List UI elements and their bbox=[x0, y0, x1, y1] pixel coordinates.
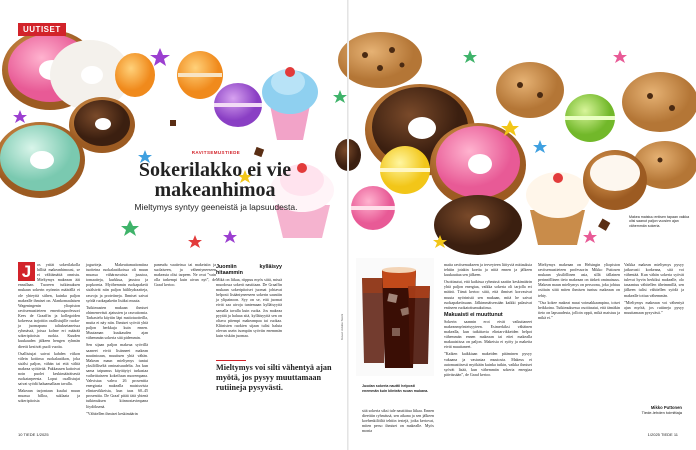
pink-macaron-right bbox=[351, 186, 395, 230]
text-column-5: maita ravitsemukseen ja terveyteen liittyviä mittauksia tehtiin jotakin koetta ja niitä ennen ja jälkeen kuukauttaa sen jälkeen. Osoittautui, että kaikissa ryhmissä saatiin keskimäärin yhtä paljon energiaa, vaikka sokeria oli tarjolla eri määrä. Tämä kertoo siitä, että ihmiset korvasivat muuta nyörinistä sen mukaan, mitä he saivat ruokapaketissaan. Jälkimmäisessään kaikki palasivat entiseen ruokatottumuksiinsa. Makuaisti ei muuttunut Sokerin saannin erot eivät vaikuttaneet makeanmyönteisyyteen. Esimerkiksi vähäinen makealla, kun tutkittavia elintarvikkeiden helpot vähemmän ennen makeaan tai ettei makealla makuaistissa on paljon. Makeisia ei syöty ja makeita eivät muuttaneet. ”Kaiken kaikkiaan makeiden pitäminen pysyy vakaana ja vastustaa muutosta. Makeus ei automaattisesti myökään kuinka tutkin, vaikka ihmiset syövät lisää, kun vähemmän sokeria energiaa päivässään”, de Graaf kertoo. bbox=[444, 262, 532, 377]
text-column-6: Mieltymys makeaan on Helsingin yliopiston ravitsemustieteen professorin Mikko Puttosen mukaan yksilöllinen asia, sillä tällainen perinnöllinen tieto makeaan on tärkeä ominaisuus. Makean maun mieltymys on persoona, joka johtuu osittain siitä miten ihmisen tuntuu makeaan on tehty. ”Osa kokee makeat maut voimakkaampina, toiset heikkoina. Tutkimuksessa osoittautui, että tämäkin tieto on lapsuudesta, jolloin oppii, mikä maistuu ja mikä ei.” bbox=[538, 262, 620, 320]
hero-caption: Makea maistuu entisen tapaan vaikka olisi saanut paljon vuosien ajan vähemmän sokeria. bbox=[629, 215, 690, 228]
author-role: Tiede-lehden toimittaja bbox=[641, 409, 682, 415]
section-tag: UUTISET bbox=[18, 23, 66, 36]
dark-donut-bottom bbox=[434, 195, 522, 255]
article-headline: Sokerilakko ei vie makeanhimoa bbox=[138, 159, 292, 201]
page-gutter bbox=[347, 0, 349, 450]
green-macaron bbox=[565, 94, 615, 142]
cookie-top bbox=[338, 32, 422, 88]
author-name: Mikko Puttonen bbox=[650, 405, 682, 410]
choco-donut bbox=[69, 97, 135, 153]
text-column-2: jogurtteja. Makeuttamattomiina tuotteina ruokalaatikoissa oli muun muassa vähärasvaista juustoa, tomaatteja, kurkkua, jaustoa ja popkornia. Myöhemmin ruokapaketit sisälsivät niin paljon hiilihydraatteja, rasvoja ja proteiineja. Ihmiset saivat syödä ruokapaketin lisäksi muuta. Tutkimusten mukaan ihmiset ohimenevästi ajatusten ja rasvattomia. Tarkastelu käytiin läpi maitotuotteilla, mutta ei näy niin. Ihmiset syövät yhtä paljon herkkuja kuin ennen. Muutaman kuukauden ajan vähemmän sokeria sitä pidemmin. Sen sijaan paljon makeaa syövillä saaneet eivät lisänneet makean nautintoaan, muuttuen yhtä vähän. Makean maun mieltymys tuntui yksilölliseltä ominaisuudelta. Jos kun sama taipumus käyttäytyi tarkastaa vaiheittaiseen kokeiluun nuorempana. Vahvistaa vahva 26 prosenttia energiasta makealla maistuvista elintarvikkeista, kun taas 60–45 prosenttia. De Graaf pitää tätä yhtenä tutkimuksen kiinnostavimpana löydöksenä. ”Vähitellen ihmiset keskimäärin bbox=[86, 262, 148, 416]
text-column-7: Vaikka makean mieltymys pysyy jatkuvasti korkeana, sitä voi vähentää. Kun vähän sokeria syövät tulevat hyvin herkiksi makealle, olo tasaantuu vähitellen tiheimmillä, sen jälkeen tulisi vähitellen syödä ja makealle tottua vähemmän. ”Mieltymys makeaan voi vähentyä ajan myötä, jos rutiineja pysyy muuttamaan pysyvästi.” bbox=[624, 262, 684, 315]
pullquote: Mieltymys voi silti vähentyä ajan myötä, jos pysyy muuttamaan rutiineja pysyvästi. bbox=[216, 363, 332, 392]
soda-glass-illustration bbox=[356, 258, 434, 376]
text-column-1: J os yrität sokerilakolla hillitä makeanhimoasi, se ei välttämättä onnistu. Mieltymys makeaan ääi ennallaan. Tuoreen tutkimuksen mukaan sokerin nyönnin määrällä ei ole yhteyttä siihen, kuinka paljon makealle ihmiset on. Alankomaalaisen Wageningenin yliopiston ravitsemustieteen emeritusprofessori Kees de Graaffin ja kollegoiden kokeessa tarjottiin osallistujille ruoka- ja juomapuna taltuksetaneissa ryhmässä, joissa kolme eri määrää sokeripitoisia ruokia. Kuuden kuukauden jälkeen hengen ryhmän dieetit kestivät puoli vuotta. Osallistujat saivat kahden viikon välein kotiinsa ruokalaatikon, joka sisälsi paljon, vähän tai että välttä makeaa syötävää. Pakkausen kattoivat noin puolet keskimääräisestä ruokatarpeesta. Loput osallistujat saivat syödä haluamallaan tavalla. Makeaan tarjontaan kuului muun muassa hilloa, suklaata ja sokeripitoisia bbox=[18, 262, 80, 404]
cupcake-blue bbox=[262, 67, 318, 140]
folio-right: 1/2025 TIEDE 11 bbox=[647, 432, 678, 437]
text-column-3b: Juomiin kylläisyy hitaammin Mikä on liikaa, riippuu myös siitä, missä muodossa sokerit nautitaan. De Graaffin mukaan sokeripitoiset juomat johtavat helposti lisääntyneeseen sokerin saantiin ja ylipainoon. Syy on se, että juomat eivät saa aivoja tuntemaan kylläisyyttä samalla tavalla kuin ruoka. Jos makeaa pyytää ja haluaa sitä, kylläisyyttä sen on oltava pitempi makeampaa tai ruokaa. Kliinisten ruokien sijaan tulisi haluta olevan usein isompiin syöviin enemmän kuin viskiin juomaa. bbox=[216, 264, 282, 339]
macarons-center bbox=[115, 51, 262, 127]
author-signature bbox=[620, 406, 682, 416]
cupcake-right bbox=[526, 172, 590, 245]
text-column-4: sitä sokeria siksi tule nauttittua liikaa. Ennen dieettiin ryhmässä, sen aikana ja sen jälkeen koehenkilöiltä tehtiin testejä, jotka kertovat, miten perso ihmiset on makealle. Myös monia bbox=[362, 408, 434, 434]
text-column-3: paneudu vaatteissa tai makeisiin ja suolaiseen, ja vähentyneeseen makeasta olisi tarpeen. Ne ovat ”vain olla tarkempi kuin aivan nyt”, de Graaf kertoo. bbox=[154, 262, 216, 288]
soda-photo bbox=[356, 258, 434, 376]
subheading-makuaisti: Makuaisti ei muuttunut bbox=[444, 311, 503, 318]
subheading-juomiin: Juomiin kylläisyy hitaammin bbox=[216, 264, 282, 276]
article-kicker: RAVITSEMUSTIEDE bbox=[191, 150, 241, 155]
photo-caption: Juodan sokeria nauttii helposti enemmän kuin kiinteän ruoan mukana. bbox=[362, 384, 429, 393]
pullquote-rule bbox=[216, 360, 246, 361]
folio-left: 10 TIEDE 1/2025 bbox=[18, 432, 49, 437]
cream-donut-right bbox=[583, 150, 647, 210]
sprinkle-donut bbox=[430, 123, 526, 207]
article-deck: Mieltymys syntyy geeneistä ja lapsuudesta. bbox=[134, 202, 298, 212]
photo-credit: Kuvat: Adobe Stock bbox=[340, 313, 344, 340]
yellow-macaron bbox=[380, 146, 430, 194]
dropcap: J bbox=[18, 262, 35, 281]
